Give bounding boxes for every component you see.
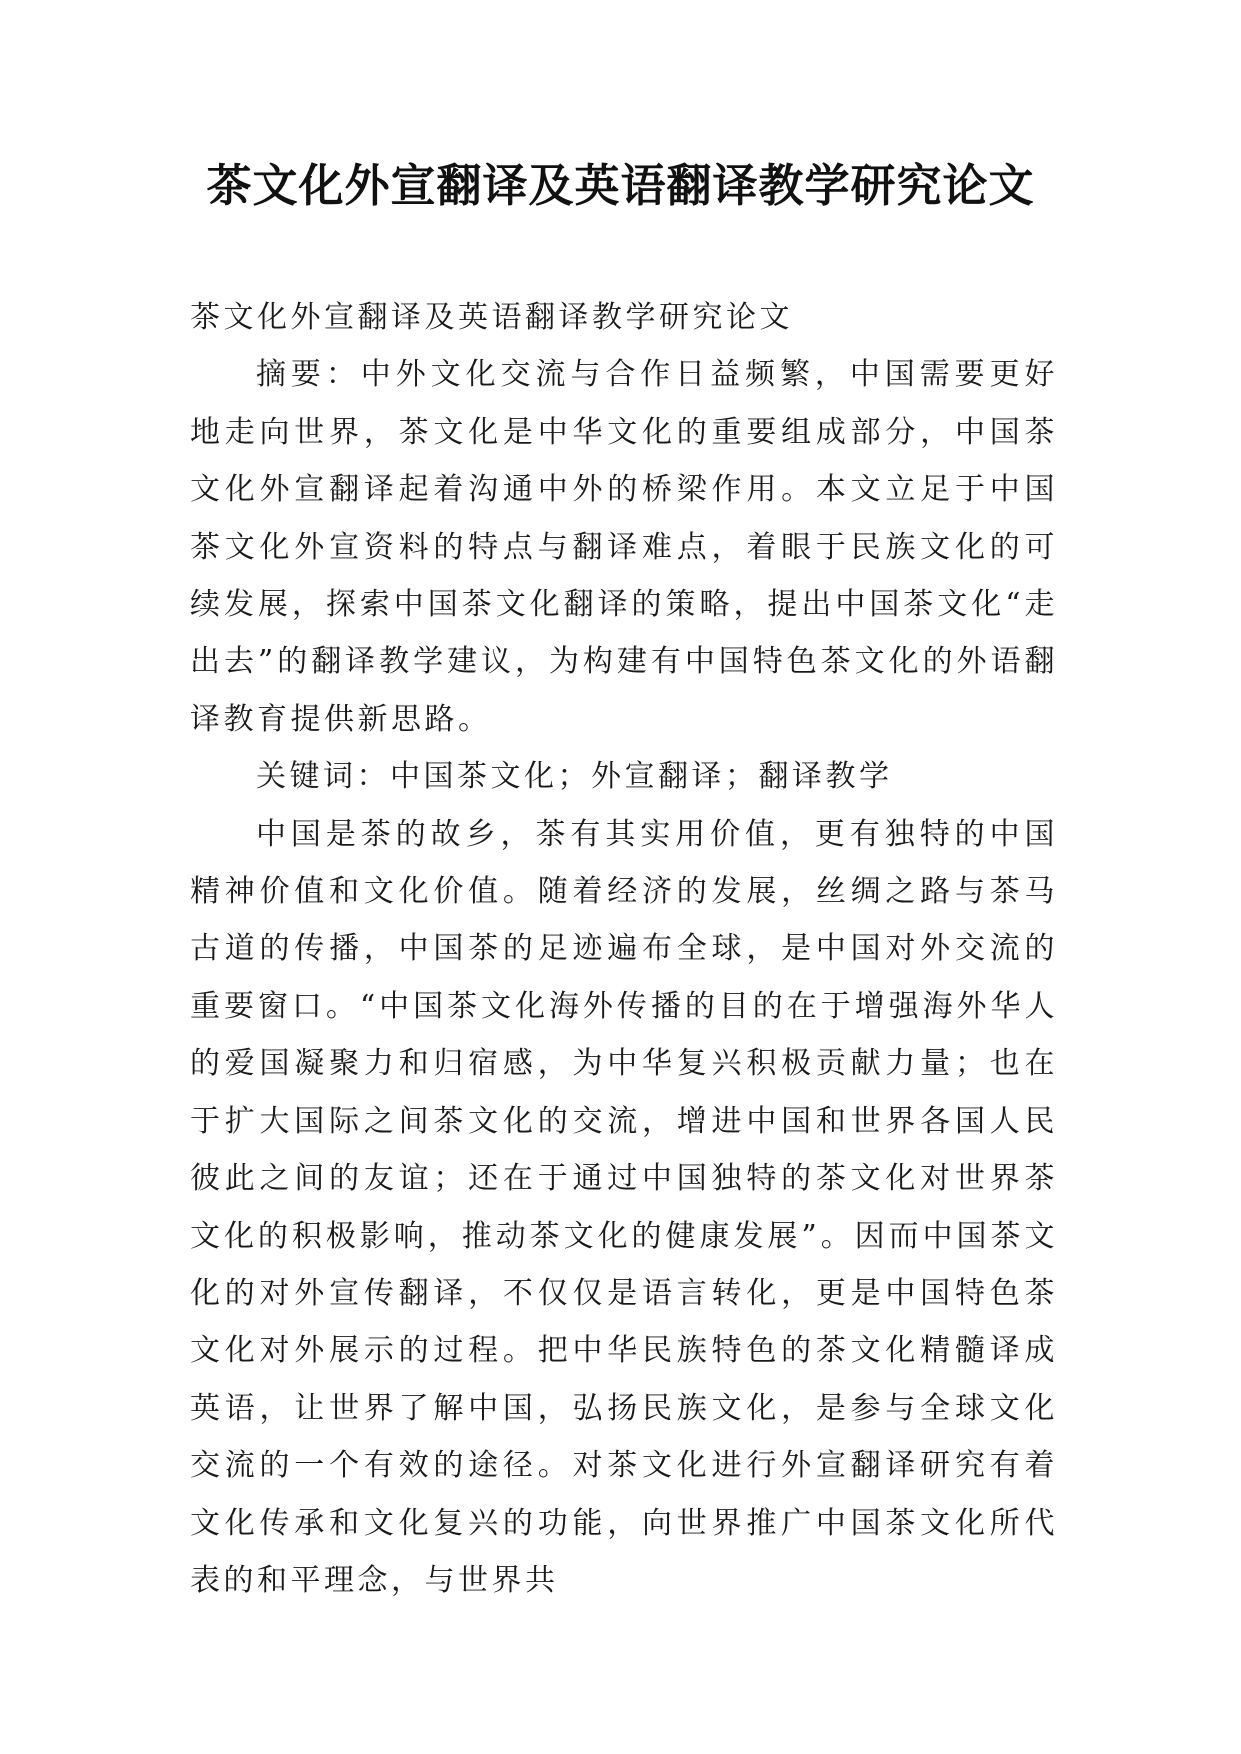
- subtitle-line: 茶文化外宣翻译及英语翻译教学研究论文: [190, 300, 793, 335]
- body-paragraph: 中国是茶的故乡，茶有其实用价值，更有独特的中国精神价值和文化价值。随着经济的发展，丝绸之路与茶马古道的传播，中国茶的足迹遍布全球，是中国对外交流的重要窗口。“中国茶文化海外传播的目的在于增强海外华人的爱国凝聚力和归宿感，为中华复兴积极贡献力量；也在于扩大国际之间茶文化的交流，增进中国和世界各国人民彼此之间的友谊；还在于通过中国独特的茶文化对世界茶文化的积极影响，推动茶文化的健康发展”。因而中国茶文化的对外宣传翻译，不仅仅是语言转化，更是中国特色茶文化对外展示的过程。把中华民族特色的茶文化精髓译成英语，让世界了解中国，弘扬民族文化，是参与全球文化交流的一个有效的途径。对茶文化进行外宣翻译研究有着文化传承和文化复兴的功能，向世界推广中国茶文化所代表的和平理念，与世界共: [190, 816, 1058, 1598]
- keywords-paragraph: 关键词：中国茶文化；外宣翻译；翻译教学: [256, 759, 893, 795]
- page-title: 茶文化外宣翻译及英语翻译教学研究论文: [206, 159, 1035, 212]
- abstract-paragraph: 摘要：中外文化交流与合作日益频繁，中国需要更好地走向世界，茶文化是中华文化的重要组成部分，中国茶文化外宣翻译起着沟通中外的桥梁作用。本文立足于中国茶文化外宣资料的特点与翻译难点，着眼于民族文化的可续发展，探索中国茶文化翻译的策略，提出中国茶文化“走出去”的翻译教学建议，为构建有中国特色茶文化的外语翻译教育提供新思路。: [190, 357, 1058, 737]
- document-body: [190, 289, 1058, 1609]
